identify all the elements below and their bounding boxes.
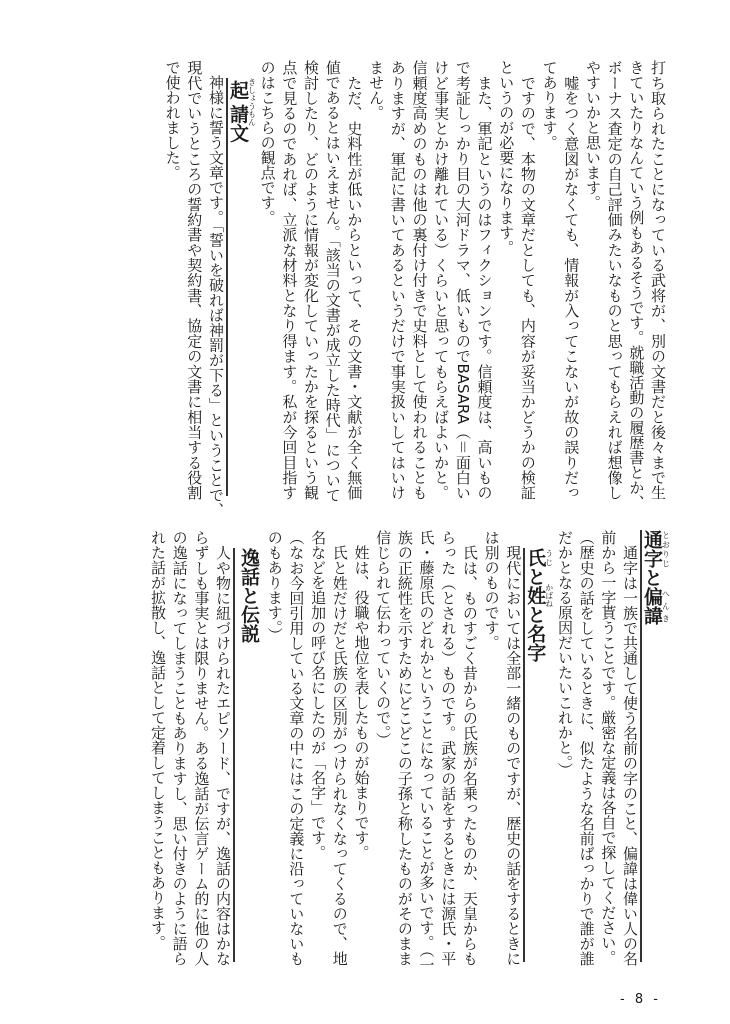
- furigana: へんき: [661, 587, 671, 625]
- text-column: 神様に誓う文章です。「誓いを破れば神罰が下る」ということで、: [206, 60, 225, 518]
- text-column: 打ち取られたことになっている武将が、別の文書だと後々まで生: [649, 60, 667, 500]
- text-column: 現代においては全部一緒のものですが、歴史の話をするときに: [504, 530, 523, 966]
- furigana: かばね: [544, 583, 554, 608]
- text-column: てあります。: [540, 60, 559, 150]
- heading-text: 氏: [524, 548, 547, 567]
- text-column: らずしも事実とは限りません。ある逸話が伝言ゲーム的に他の人: [192, 530, 211, 966]
- text-column: らった（とされる）ものです。武家の話をするときには源氏・平: [439, 530, 458, 966]
- furigana: きしょうもん: [247, 78, 257, 126]
- text-column: 氏と姓だけだと氏族の区別がつけられなくなってくるので、地: [330, 530, 349, 966]
- text-column: 信じられて伝わっていくので。）: [374, 530, 393, 748]
- text-column: ません。: [367, 60, 386, 120]
- text-column: 氏は、ものすごく昔からの氏族が名乗ったものか、天皇からも: [460, 530, 479, 966]
- text-column: ただ、史料性が低いからといって、その文書・文献が全く無価: [345, 60, 364, 500]
- heading-text: と: [641, 568, 663, 587]
- text-column: 点で見るのであれば、立派な材料となり得ます。私が今回目指す: [280, 60, 299, 500]
- text-column: きていたりなんていう例もあるそうです。就職活動の履歴書とか、: [627, 60, 646, 510]
- heading-text: と名字: [524, 605, 547, 662]
- furigana: うじ: [544, 548, 554, 567]
- heading-ruby: [641, 530, 671, 568]
- heading-ruby: [524, 583, 554, 608]
- text-column: （歴史の話をしているときに、似たような名前ばっかりで誰が誰: [577, 530, 596, 966]
- furigana: とおりじ: [661, 530, 671, 568]
- text-column: 名などを追加の呼び名にしたのが「名字」です。: [309, 530, 328, 860]
- text-column: 信頼度高めのものは他の裏付け付きで史料として使われることも: [410, 60, 429, 500]
- text-column: れた話が拡散し、逸話として定着してしまうこともあります。: [148, 530, 167, 950]
- text-column: やすいかと思います。: [583, 60, 602, 210]
- heading-text: と: [524, 567, 547, 586]
- text-column: の逸話になってしまうこともありますし、思い付きのように語ら: [170, 530, 189, 966]
- heading-text: 起請: [226, 78, 249, 126]
- text-column: は別のものです。: [482, 530, 501, 650]
- section-heading: [523, 548, 553, 962]
- heading-ruby: [226, 78, 257, 126]
- text-column: けど事実とかけ離れている）くらいと思ってもらえばよいかと。: [432, 60, 451, 500]
- section-heading: [226, 78, 256, 496]
- heading-text: 逸話と伝説: [238, 548, 260, 643]
- section-heading: [233, 548, 263, 962]
- text-column: ですので、本物の文章だとしても、内容が妥当かどうかの検証: [518, 60, 537, 500]
- heading-text: 偏諱: [641, 587, 663, 625]
- text-column: のもあります。）: [265, 530, 284, 643]
- text-column: （なお今回引用している文章の中にはこの定義に沿っていないも: [287, 530, 306, 966]
- heading-ruby: [524, 548, 554, 567]
- text-column: 検討したり、どのように情報が変化していったかを探るという観: [302, 60, 320, 500]
- top-text-block: [161, 60, 668, 518]
- bottom-text-block: [146, 530, 671, 973]
- text-column: 値であるとはいえません。「該当の文書が成立した時代」について: [323, 60, 342, 503]
- text-column: 人や物に紐づけられたエピソード、ですが、逸話の内容はかな: [214, 530, 232, 966]
- heading-ruby: [641, 587, 671, 625]
- text-column: というのが必要になります。: [497, 60, 516, 255]
- text-column: のはこちらの観点です。: [258, 60, 277, 225]
- text-column: だかとなる原因だいたいこれかと。）: [555, 530, 574, 778]
- section-heading: [640, 530, 670, 962]
- text-column: 前から一字貰うことです。厳密な定義は各自で探してください。: [599, 530, 618, 965]
- text-column: 族の正統性を示すためにどこどこの子孫と称したものがそのまま: [395, 530, 414, 966]
- text-column: で使われました。: [163, 60, 182, 180]
- text-column: 姓は、役職や地位を表したものが始まりです。: [352, 530, 371, 860]
- heading-text: 文: [226, 123, 249, 143]
- text-column: ボーナス査定の自己評価みたいなものと思ってもらえれば想像し: [605, 60, 624, 500]
- page-number: - 8 -: [620, 992, 661, 1007]
- text-column: で考証しっかり目の大河ドラマ、低いものでBASARA（＝面白い: [453, 60, 472, 500]
- text-column: 通字は一族で共通して使う名前の字のこと、偏諱は偉い人の名: [621, 530, 639, 966]
- heading-text: 姓: [524, 583, 547, 608]
- text-column: また、軍記というのはフィクションです。信頼度は、高いもの: [475, 60, 494, 500]
- text-column: 嘘をつく意図がなくても、情報が入ってこないが故の誤りだっ: [562, 60, 581, 500]
- text-column: 現代でいうところの誓約書や契約書、協定の文書に相当する役割: [185, 60, 204, 500]
- text-column: ありますが、軍記に書いてあるというだけで事実扱いしてはいけ: [388, 60, 407, 500]
- text-column: 氏・藤原氏のどれかということになっていることが多いです。（一: [417, 530, 436, 973]
- heading-text: 通字: [641, 530, 663, 568]
